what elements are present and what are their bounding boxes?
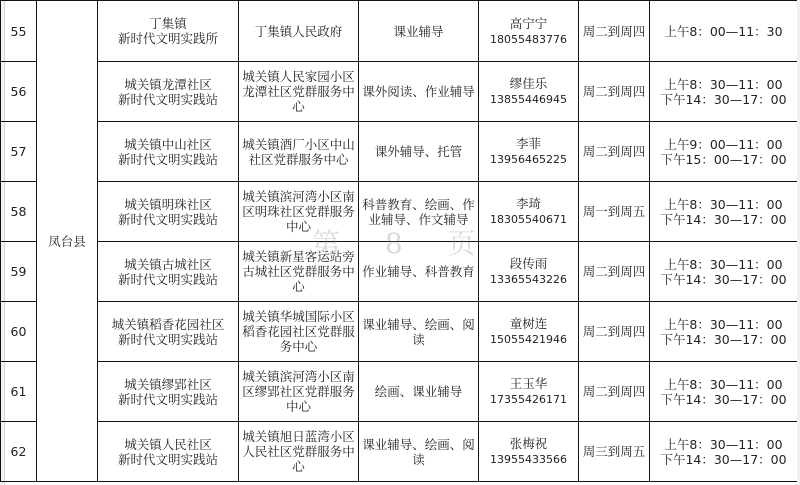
contact-cell [479, 182, 579, 242]
table-row [1, 302, 798, 362]
table-row [1, 362, 798, 422]
service-time-cell [650, 242, 798, 302]
contact-cell [479, 362, 579, 422]
service-cell: 课外阅读、作业辅导 [359, 62, 479, 122]
contact-phone-number: 13955433566 [490, 453, 567, 466]
address-cell: 城关镇酒厂小区中山社区党群服务中心 [239, 122, 359, 182]
site-name-cell [98, 422, 239, 482]
contact-name: 高宁宁 [509, 15, 548, 31]
service-cell: 作业辅导、科普教育 [359, 242, 479, 302]
contact-phone-number: 13956465225 [490, 153, 567, 166]
site-name-line1: 城关镇明珠社区 [124, 196, 212, 212]
service-days-cell: 周二到周四 [579, 362, 650, 422]
service-time-cell [650, 62, 798, 122]
site-name-line1: 城关镇古城社区 [124, 256, 212, 272]
site-name-cell [98, 62, 239, 122]
contact-phone-number: 13365543226 [490, 273, 567, 286]
service-time-cell [650, 362, 798, 422]
site-name-line1: 丁集镇 [149, 16, 187, 31]
contact-phone [481, 271, 576, 287]
site-name-line2: 新时代文明实践站 [117, 91, 218, 107]
service-time-line2: 下午14：30—17：00 [660, 211, 787, 227]
contact-phone [481, 451, 576, 467]
site-name-line1: 城关镇龙潭社区 [124, 76, 212, 92]
site-name-cell [98, 182, 239, 242]
row-number-cell: 55 [1, 1, 37, 62]
service-time-cell [650, 302, 798, 362]
table-row [1, 122, 798, 182]
service-time-line2: 下午15：00—17：00 [660, 151, 787, 167]
site-name-cell [98, 362, 239, 422]
service-time-line2: 下午14：30—17：00 [660, 391, 787, 407]
row-number-cell: 59 [1, 242, 37, 302]
contact-name: 王玉华 [509, 376, 548, 391]
service-time-line1: 上午8：30—11：00 [664, 196, 783, 212]
row-number-cell: 56 [1, 62, 37, 122]
service-cell: 课业辅导、绘画、阅读 [359, 422, 479, 482]
address-cell: 城关镇滨河湾小区南区明珠社区党群服务中心 [239, 182, 359, 242]
table-row [1, 422, 798, 482]
site-name-line2: 新时代文明实践站 [117, 211, 218, 227]
site-name-line2: 新时代文明实践站 [117, 151, 218, 167]
site-name-line2: 新时代文明实践站 [117, 331, 218, 347]
service-time-line1: 上午8：00—11：30 [664, 23, 783, 39]
service-time-line1: 上午8：30—11：00 [664, 316, 783, 332]
contact-name: 段传雨 [509, 256, 548, 271]
site-name-line1: 城关镇中山社区 [124, 136, 212, 152]
service-time-line1: 上午8：30—11：00 [664, 76, 783, 92]
contact-name: 张梅祝 [509, 436, 548, 451]
contact-name: 李菲 [515, 136, 541, 151]
contact-phone [481, 151, 576, 167]
row-number-cell: 58 [1, 182, 37, 242]
address-cell: 城关镇旭日蓝湾小区人民社区党群服务中心 [239, 422, 359, 482]
address-cell: 城关镇人民家园小区龙潭社区党群服务中心 [239, 62, 359, 122]
contact-cell [479, 62, 579, 122]
county-cell: 凤台县 [37, 1, 98, 482]
service-cell: 课业辅导 [359, 1, 479, 62]
contact-phone [481, 331, 576, 347]
contact-phone [481, 91, 576, 107]
service-days-cell: 周二到周四 [579, 122, 650, 182]
service-time-line1: 上午8：30—11：00 [664, 436, 783, 452]
service-days-cell: 周二到周四 [579, 62, 650, 122]
table-row [1, 62, 798, 122]
site-name-line1: 城关镇人民社区 [124, 436, 212, 452]
contact-cell [479, 302, 579, 362]
address-cell: 城关镇滨河湾小区南区缪郢社区党群服务中心 [239, 362, 359, 422]
site-name-cell [98, 302, 239, 362]
contact-phone-number: 18055483776 [490, 32, 567, 46]
row-number-cell: 61 [1, 362, 37, 422]
service-time-cell [650, 1, 798, 62]
service-days-cell: 周二到周四 [579, 302, 650, 362]
service-cell: 课业辅导、绘画、阅读 [359, 302, 479, 362]
address-cell: 城关镇华城国际小区稻香花园社区党群服务中心 [239, 302, 359, 362]
service-time-line2: 下午14：30—17：00 [660, 331, 787, 347]
contact-cell [479, 1, 579, 62]
service-cell: 科普教育、绘画、作业辅导、作文辅导 [359, 182, 479, 242]
site-name-line1: 城关镇稻香花园社区 [111, 316, 225, 332]
service-time-cell [650, 122, 798, 182]
contact-phone [481, 391, 576, 407]
contact-name: 缪佳乐 [509, 76, 548, 91]
row-number-cell: 60 [1, 302, 37, 362]
contact-name: 李琦 [515, 196, 541, 211]
contact-phone-number: 17355426171 [490, 393, 567, 406]
contact-phone-number: 13855446945 [490, 93, 567, 106]
site-name-line2: 新时代文明实践站 [117, 451, 218, 467]
service-cell: 课外辅导、托管 [359, 122, 479, 182]
service-time-line2: 下午14：30—17：00 [660, 451, 787, 467]
contact-phone-number: 15055421946 [490, 333, 567, 346]
row-number-cell: 57 [1, 122, 37, 182]
contact-cell [479, 422, 579, 482]
site-name-cell [98, 1, 239, 62]
address-cell: 丁集镇人民政府 [239, 1, 359, 62]
contact-phone [481, 211, 576, 227]
site-name-line2: 新时代文明实践站 [117, 391, 218, 407]
site-name-line1: 城关镇缪郢社区 [124, 376, 212, 392]
service-days-cell: 周二到周四 [579, 242, 650, 302]
address-cell: 城关镇新星客运站旁古城社区党群服务中心 [239, 242, 359, 302]
contact-cell [479, 122, 579, 182]
service-days-cell: 周一到周五 [579, 182, 650, 242]
service-time-cell [650, 182, 798, 242]
table-row [1, 242, 798, 302]
contact-name: 童树连 [509, 316, 548, 331]
service-days-cell: 周三到周五 [579, 422, 650, 482]
service-time-cell [650, 422, 798, 482]
contact-phone [481, 31, 576, 47]
service-time-line2: 下午14：30—17：00 [660, 91, 787, 107]
service-cell: 绘画、课业辅导 [359, 362, 479, 422]
row-number-cell: 62 [1, 422, 37, 482]
service-time-line2: 下午14：30—17：00 [660, 271, 787, 287]
site-name-line2: 新时代文明实践站 [117, 271, 218, 287]
page-watermark: 第 8 页 [312, 227, 494, 260]
service-time-line1: 上午9：00—11：00 [664, 136, 783, 152]
table-body [1, 1, 798, 482]
service-time-line1: 上午8：30—11：00 [664, 256, 783, 272]
site-name-line2: 新时代文明实践所 [117, 31, 218, 46]
contact-cell [479, 242, 579, 302]
contact-phone-number: 18305540671 [490, 213, 567, 226]
service-days-cell: 周二到周四 [579, 1, 650, 62]
service-time-line1: 上午8：30—11：00 [664, 376, 783, 392]
site-name-cell [98, 122, 239, 182]
site-name-cell [98, 242, 239, 302]
table-row [1, 1, 798, 62]
table-row [1, 182, 798, 242]
